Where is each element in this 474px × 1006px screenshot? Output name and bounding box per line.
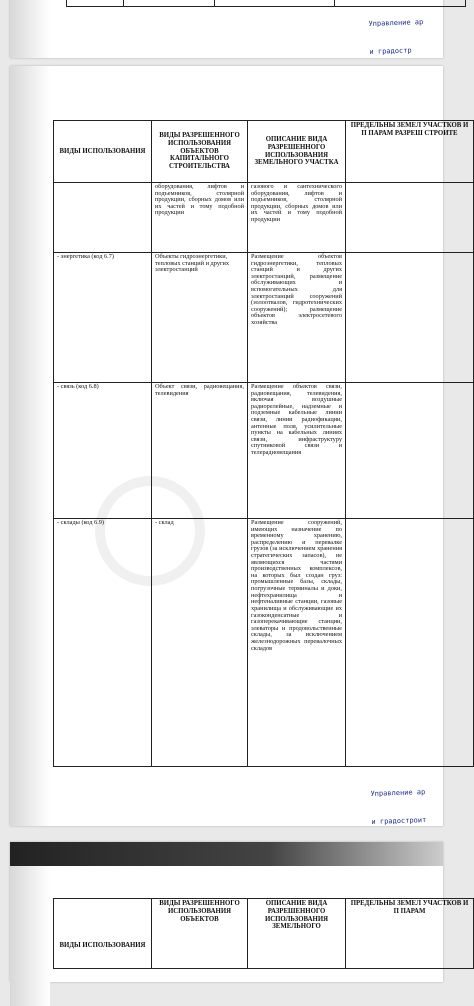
land-use-table-next xyxy=(53,898,474,969)
scan-shadow-band xyxy=(10,842,443,866)
stamp-line: Управление ар xyxy=(370,787,426,798)
table-cell xyxy=(346,183,474,253)
header-cell-description: ОПИСАНИЕ ВИДА РАЗРЕШЕННОГО ИСПОЛЬЗОВАНИЯ ЗЕМЕЛЬНОГО УЧАСТКА xyxy=(248,121,346,183)
header-cell-description: ОПИСАНИЕ ВИДА РАЗРЕШЕННОГО ИСПОЛЬЗОВАНИЯ ЗЕМЕЛЬНОГО xyxy=(248,899,346,969)
stamp-line: и градостроит xyxy=(371,816,427,827)
header-cell-use-types: ВИДЫ ИСПОЛЬЗОВАНИЯ xyxy=(54,899,152,969)
table-cell: Размещение сооружений, имеющих назначение по временному хранению, распределению и перевалке грузов (за исключением хранения стратегических запасов), не являющихся частями производственных комплексов, на которых был создан груз: промышленные базы, склады, погрузочные терминалы и доки, нефтехранилища и нефтеналивные станции, газовые хранилища и обслуживающие их газоконденсатные и газоперекачивающие станции, элеваторы и продовольственные склады, за исключением железнодорожных перевалочных складов xyxy=(248,519,346,767)
table-row xyxy=(54,183,474,253)
table-cell xyxy=(124,0,215,7)
table-cell xyxy=(346,519,474,767)
stamp-line: Управление ар xyxy=(368,17,424,28)
header-cell-permitted-use: ВИДЫ РАЗРЕШЕННОГО ИСПОЛЬЗОВАНИЯ ОБЪЕКТОВ КАПИТАЛЬНОГО СТРОИТЕЛЬСТВА xyxy=(152,121,248,183)
table-cell: - склады (код 6.9) xyxy=(54,519,152,767)
table-cell xyxy=(215,0,335,7)
table-cell: - энергетика (код 6.7) xyxy=(54,253,152,383)
table-cell xyxy=(346,383,474,519)
table-cell: Размещение объектов связи, радиовещания, телевидения, включая воздушные радиорелейные, надземные и подземные кабельные линии связи, линии радиофикации, антенные поля, усилительные пункты на кабельных линиях связи, инфраструктуру спутниковой связи и телерадиовещания xyxy=(248,383,346,519)
page-shadow-edge xyxy=(10,866,50,1006)
document-page-top xyxy=(10,0,443,58)
table-cell: газового и сантехнического оборудования, лифтов и подъемников, столярной продукции, сборных домов или их частей и тому подобной продукции xyxy=(248,183,346,253)
header-cell-limits: ПРЕДЕЛЬНЫ ЗЕМЕЛ УЧАСТКОВ И П ПАРАМ РАЗРЕШ СТРОИТЕ xyxy=(346,121,474,183)
table-cell xyxy=(67,0,124,7)
table-cell: Размещение объектов гидроэнергетики, тепловых станций и других электростанций, размещение обслуживающих и вспомогательных для электростанций сооружений (золоотвалов, гидротехнических сооружений); размещение объектов электросетевого хозяйства xyxy=(248,253,346,383)
header-cell-use-types: ВИДЫ ИСПОЛЬЗОВАНИЯ xyxy=(54,121,152,183)
table-header-row xyxy=(54,899,474,969)
stamp-line: и градостр xyxy=(369,46,412,57)
table-cell: Объект связи, радиовещания, телевидения xyxy=(152,383,248,519)
table-cell xyxy=(346,253,474,383)
page-shadow-edge xyxy=(10,66,50,826)
table-cell: оборудования, лифтов и подъемников, столярной продукции, сборных домов или их частей и тому подобной продукции xyxy=(152,183,248,253)
table-header-row xyxy=(54,121,474,183)
table-row xyxy=(54,519,474,767)
header-cell-limits: ПРЕДЕЛЬНЫ ЗЕМЕЛ УЧАСТКОВ И П ПАРАМ xyxy=(346,899,474,969)
header-cell-permitted-use: ВИДЫ РАЗРЕШЕННОГО ИСПОЛЬЗОВАНИЯ ОБЪЕКТОВ xyxy=(152,899,248,969)
table-cell xyxy=(54,183,152,253)
table-cell: - склад xyxy=(152,519,248,767)
document-page-next xyxy=(10,842,469,982)
table-row xyxy=(54,253,474,383)
document-page xyxy=(10,66,469,827)
table-cell: Объекты гидроэнергетики, тепловых станций и других электростанций xyxy=(152,253,248,383)
page-shadow-edge xyxy=(10,0,50,58)
land-use-table xyxy=(53,120,474,767)
table-row xyxy=(54,383,474,519)
table-cell: - связь (код 6.8) xyxy=(54,383,152,519)
